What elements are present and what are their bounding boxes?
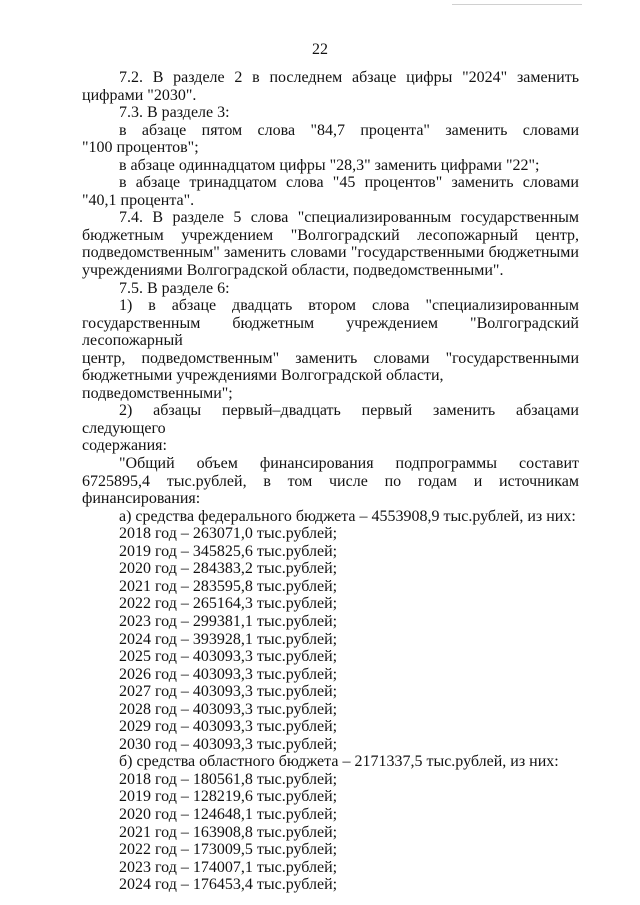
text-line: государственным бюджетным учреждением "Волгоградский лесопожарный [82, 314, 579, 350]
text-line: 7.2. В разделе 2 в последнем абзаце цифры "2024" заменить [119, 69, 579, 86]
federal-year-item: 2025 год – 403093,3 тыс.рублей; [119, 648, 338, 666]
regional-year-item: 2020 год – 124648,1 тыс.рублей; [119, 805, 338, 823]
federal-year-item: 2024 год – 393928,1 тыс.рублей; [119, 630, 338, 648]
regional-year-item: 2024 год – 176453,4 тыс.рублей; [119, 876, 338, 894]
federal-year-item: 2029 год – 403093,3 тыс.рублей; [119, 718, 338, 736]
federal-year-item: 2027 год – 403093,3 тыс.рублей; [119, 683, 338, 701]
federal-year-item: 2020 год – 284383,2 тыс.рублей; [119, 560, 338, 578]
text-line: 2) абзацы первый–двадцать первый заменить абзацами следующего [82, 402, 579, 437]
federal-year-item: 2028 год – 403093,3 тыс.рублей; [119, 700, 338, 718]
paragraph-7-3-item-2 [82, 157, 579, 175]
federal-budget-heading: а) средства федерального бюджета – 4553908,9 тыс.рублей, из них: [119, 507, 576, 525]
regional-year-item: 2021 год – 163908,8 тыс.рублей; [119, 823, 338, 841]
text-line: 1) в абзаце двадцать втором слова "специализированным [119, 297, 579, 315]
text-line: подведомственным" заменить словами "государственными бюджетными [82, 244, 579, 262]
regional-budget-section [82, 753, 579, 893]
paragraph-financing-total [82, 455, 579, 508]
scan-artifact-line [452, 4, 582, 5]
paragraph-7-3 [82, 104, 579, 122]
document-body [82, 69, 579, 894]
federal-year-item: 2021 год – 283595,8 тыс.рублей; [119, 577, 338, 595]
text-line: "40,1 процента". [82, 191, 195, 209]
text-line: 6725895,4 тыс.рублей, в том числе по годам и источникам [82, 472, 579, 490]
text-line: 7.5. В разделе 6: [119, 279, 230, 297]
federal-year-item: 2026 год – 403093,3 тыс.рублей; [119, 665, 338, 683]
text-line: учреждениями Волгоградской области, подведомственными". [82, 262, 504, 280]
federal-year-item: 2023 год – 299381,1 тыс.рублей; [119, 612, 338, 630]
text-line: цифрами "2030". [82, 86, 197, 104]
text-line: бюджетным учреждением "Волгоградский лесопожарный центр, [82, 226, 579, 244]
text-line: финансирования: [82, 490, 201, 508]
paragraph-7-3-item-3 [82, 174, 579, 209]
text-line: "Общий объем финансирования подпрограммы составит [119, 455, 579, 473]
paragraph-7-5-item-1 [82, 297, 579, 402]
text-line: в абзаце тринадцатом слова "45 процентов" заменить словами [119, 174, 579, 192]
text-line: центр, подведомственным" заменить словами "государственными [82, 349, 579, 367]
regional-year-item: 2019 год – 128219,6 тыс.рублей; [119, 788, 338, 806]
text-line: 7.4. В разделе 5 слова "специализированным государственным [119, 209, 579, 227]
regional-budget-heading: б) средства областного бюджета – 2171337,5 тыс.рублей, из них: [119, 753, 559, 771]
text-line: 7.3. В разделе 3: [119, 104, 230, 122]
federal-year-item: 2019 год – 345825,6 тыс.рублей; [119, 542, 338, 560]
page-number: 22 [312, 41, 328, 58]
federal-year-item: 2022 год – 265164,3 тыс.рублей; [119, 595, 338, 613]
regional-year-item: 2023 год – 174007,1 тыс.рублей; [119, 858, 338, 876]
regional-year-item: 2018 год – 180561,8 тыс.рублей; [119, 770, 338, 788]
text-line: бюджетными учреждениями Волгоградской области, подведомственными"; [82, 367, 444, 402]
paragraph-7-4 [82, 209, 579, 279]
paragraph-7-5-item-2 [82, 402, 579, 455]
paragraph-7-2 [82, 69, 579, 104]
paragraph-7-3-item-1 [82, 122, 579, 157]
paragraph-7-5 [82, 280, 579, 298]
federal-year-item: 2030 год – 403093,3 тыс.рублей; [119, 735, 338, 753]
text-line: "100 процентов"; [82, 139, 199, 157]
federal-year-item: 2018 год – 263071,0 тыс.рублей; [119, 525, 338, 543]
text-line: в абзаце одиннадцатом цифры "28,3" заменить цифрами "22"; [119, 156, 540, 174]
federal-budget-section [82, 508, 579, 754]
text-line: в абзаце пятом слова "84,7 процента" заменить словами [119, 121, 579, 139]
regional-year-item: 2022 год – 173009,5 тыс.рублей; [119, 841, 338, 859]
text-line: содержания: [82, 437, 167, 455]
